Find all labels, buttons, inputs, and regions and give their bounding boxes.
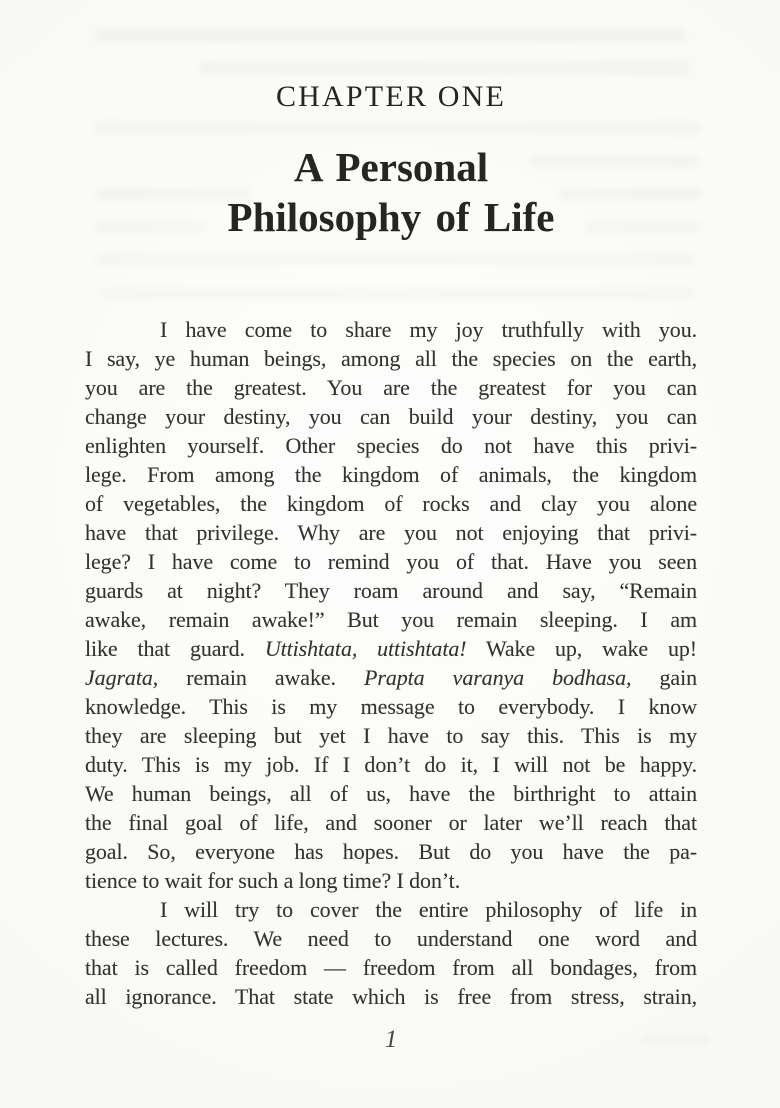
text-line: you are the greatest. You are the greatest for you can — [85, 375, 697, 400]
chapter-title-line-2: Philosophy of Life — [227, 194, 555, 240]
text-line: have that privilege. Why are you not enjoying that privi- — [85, 520, 697, 545]
chapter-title-line-1: A Personal — [293, 144, 489, 190]
text-line: all ignorance. That state which is free from stress, strain, — [85, 984, 697, 1009]
text-line: they are sleeping but yet I have to say this. This is my — [85, 723, 697, 748]
bleedthrough-artifact — [95, 254, 695, 265]
text-line: guards at night? They roam around and say, “Remain — [85, 578, 697, 603]
text-line: duty. This is my job. If I don’t do it, I will not be happy. — [85, 752, 697, 777]
text-line: these lectures. We need to understand one word and — [85, 926, 697, 951]
text-line: I have come to share my joy truthfully with you. — [160, 317, 697, 342]
text-line: goal. So, everyone has hopes. But do you have the pa- — [85, 839, 697, 864]
page-number: 1 — [384, 1026, 398, 1053]
body-text — [85, 315, 697, 1011]
text-line: like that guard. Uttishtata, uttishtata! Wake up, wake up! — [85, 636, 697, 661]
text-line: knowledge. This is my message to everybody. I know — [85, 694, 697, 719]
text-line: I will try to cover the entire philosophy of life in — [160, 897, 697, 922]
text-line: lege? I have come to remind you of that. Have you seen — [85, 549, 697, 574]
bleedthrough-artifact — [95, 122, 700, 134]
text-line: lege. From among the kingdom of animals, the kingdom — [85, 462, 697, 487]
text-line: I say, ye human beings, among all the species on the earth, — [85, 346, 697, 371]
bleedthrough-artifact — [95, 30, 685, 41]
text-line: Jagrata, remain awake. Prapta varanya bodhasa, gain — [85, 665, 697, 690]
text-line: change your destiny, you can build your destiny, you can — [85, 404, 697, 429]
text-line: of vegetables, the kingdom of rocks and clay you alone — [85, 491, 697, 516]
text-line: awake, remain awake!” But you remain sleeping. I am — [85, 607, 697, 632]
text-line: that is called freedom — freedom from all bondages, from — [85, 955, 697, 980]
text-line: the final goal of life, and sooner or later we’ll reach that — [85, 810, 697, 835]
chapter-label: CHAPTER ONE — [275, 80, 507, 113]
text-line: enlighten yourself. Other species do not have this privi- — [85, 433, 697, 458]
text-line: We human beings, all of us, have the birthright to attain — [85, 781, 697, 806]
chapter-title — [85, 142, 697, 242]
bleedthrough-artifact — [100, 288, 695, 299]
bleedthrough-artifact — [200, 62, 690, 74]
text-line: tience to wait for such a long time? I don’t. — [85, 868, 461, 893]
